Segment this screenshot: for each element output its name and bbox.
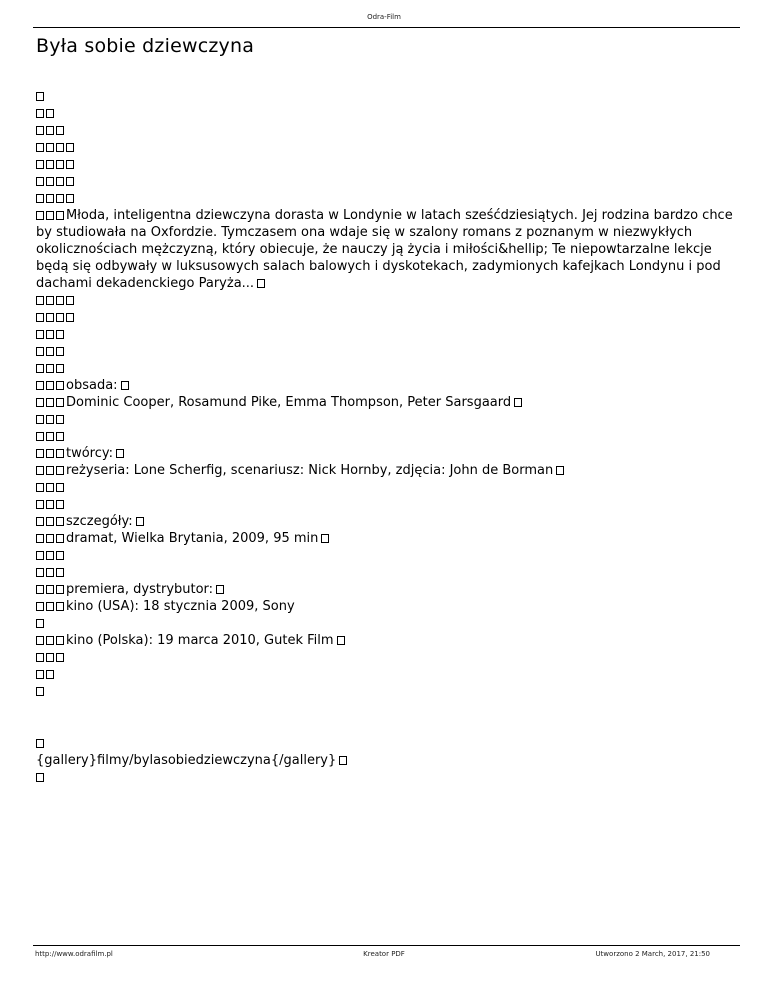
premiere-label-line (36, 581, 736, 598)
details-value: dramat, Wielka Brytania, 2009, 95 min (66, 531, 319, 546)
cast-label-line (36, 377, 736, 394)
glyph-line (36, 360, 736, 377)
glyph-line (36, 292, 736, 309)
article-body (36, 88, 736, 786)
footer-url[interactable]: http://www.odrafilm.pl (35, 950, 113, 958)
glyph-line (36, 769, 736, 786)
glyph-line (36, 326, 736, 343)
page-title: Była sobie dziewczyna (36, 35, 255, 57)
creators-line (36, 462, 736, 479)
glyph-line (36, 139, 736, 156)
glyph-line (36, 735, 736, 752)
site-name: Odra-Film (367, 13, 401, 21)
footer-divider (33, 945, 740, 946)
header-divider (33, 27, 740, 28)
details-label-line (36, 513, 736, 530)
creators-label-line (36, 445, 736, 462)
creators-label: twórcy: (66, 446, 114, 461)
glyph-line (36, 547, 736, 564)
glyph-line (36, 479, 736, 496)
footer-generator: Kreator PDF (363, 950, 405, 958)
gallery-tag: {gallery}filmy/bylasobiedziewczyna{/gallery} (36, 753, 337, 768)
premiere-usa: kino (USA): 18 stycznia 2009, Sony (66, 599, 295, 614)
synopsis-text: Młoda, inteligentna dziewczyna dorasta w Londynie w latach sześćdziesiątych. Jej rodzina bardzo chce by studiowała na Oxfordzie. Tymczasem ona wdaje się w szalony romans z poznanym w niezwykłych okolicznościach mężczyzną, który obiecuje, że nauczy ją życia i miłości&hellip; Te niepowtarzalne lekcje będą się odbywały w luksusowych salach balowych i dyskotekach, zadymionych kafejkach Londynu i pod dachami dekadenckiego Paryża... (36, 208, 733, 291)
footer-created: Utworzono 2 March, 2017, 21:50 (595, 950, 710, 958)
glyph-line (36, 190, 736, 207)
cast-line (36, 394, 736, 411)
glyph-line (36, 666, 736, 683)
gallery-line (36, 752, 736, 769)
glyph-line (36, 173, 736, 190)
glyph-line (36, 683, 736, 700)
cast-value: Dominic Cooper, Rosamund Pike, Emma Thompson, Peter Sarsgaard (66, 395, 512, 410)
cast-label: obsada: (66, 378, 118, 393)
details-line (36, 530, 736, 547)
glyph-line (36, 496, 736, 513)
glyph-line (36, 105, 736, 122)
details-label: szczegóły: (66, 514, 133, 529)
premiere-usa-line (36, 598, 736, 615)
glyph-line (36, 156, 736, 173)
glyph-line (36, 411, 736, 428)
glyph-line (36, 615, 736, 632)
glyph-line (36, 88, 736, 105)
premiere-poland: kino (Polska): 19 marca 2010, Gutek Film (66, 633, 334, 648)
glyph-line (36, 649, 736, 666)
glyph-line (36, 428, 736, 445)
glyph-line (36, 309, 736, 326)
glyph-line (36, 343, 736, 360)
premiere-poland-line (36, 632, 736, 649)
glyph-line (36, 122, 736, 139)
creators-value: reżyseria: Lone Scherfig, scenariusz: Nick Hornby, zdjęcia: John de Borman (66, 463, 554, 478)
glyph-line (36, 564, 736, 581)
premiere-label: premiera, dystrybutor: (66, 582, 214, 597)
synopsis-paragraph (36, 207, 736, 292)
